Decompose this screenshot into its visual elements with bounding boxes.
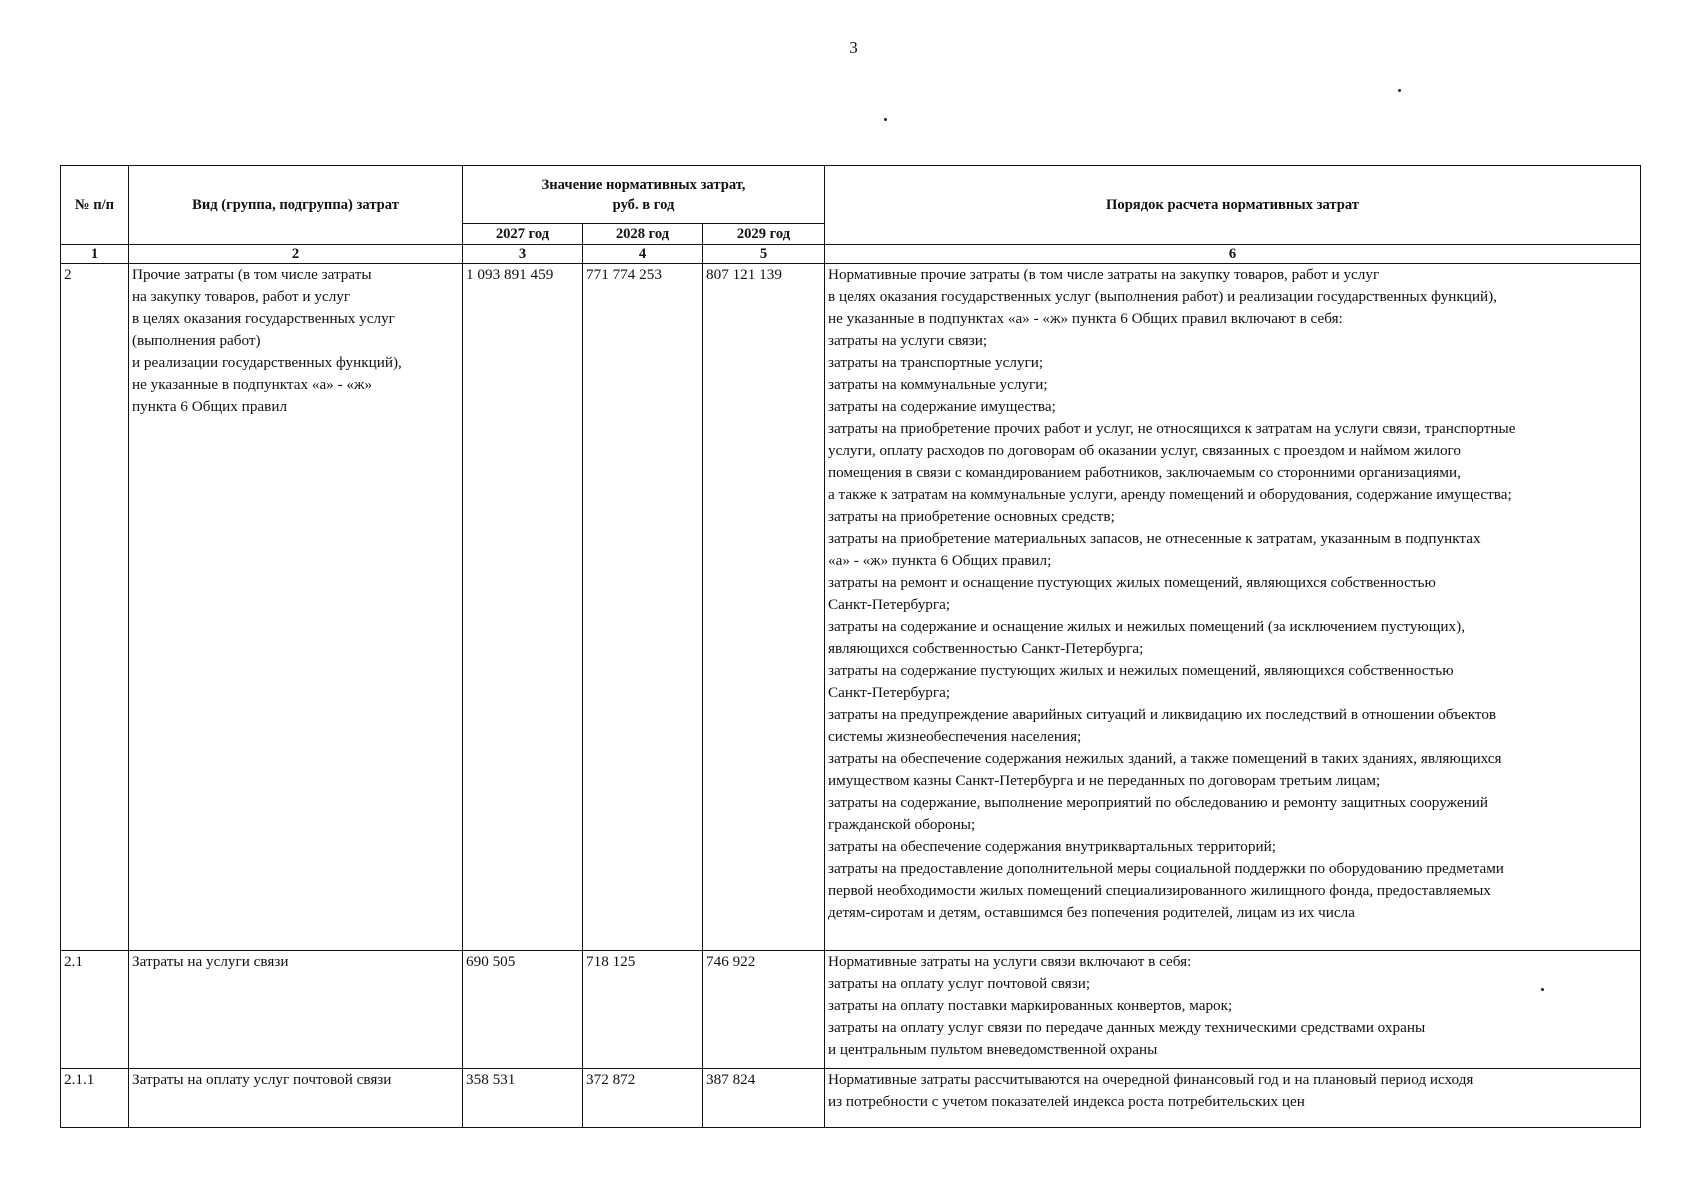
value-2029: 387 824 [703,1069,825,1128]
header-year: 2027 год [463,224,583,245]
method-line: Нормативные затраты рассчитываются на очередной финансовый год и на плановый период исходя [828,1071,1474,1088]
row-number: 2 [61,264,129,951]
method-line: затраты на оплату услуг связи по передаче данных между техническими средствами охраны [828,1019,1426,1036]
header-values-line: руб. в год [612,196,675,213]
column-number: 3 [463,245,583,264]
method-line: затраты на содержание и оснащение жилых и нежилых помещений (за исключением пустующих), [828,618,1465,635]
cost-type-line: и реализации государственных функций), [132,354,402,371]
method-line: затраты на ремонт и оснащение пустующих жилых помещений, являющихся собственностью [828,574,1436,591]
table-row [61,1069,1641,1128]
scan-speck [1398,89,1401,92]
column-number: 5 [703,245,825,264]
value-2027: 690 505 [463,951,583,1069]
method-line: из потребности с учетом показателей индекса роста потребительских цен [828,1093,1305,1110]
page-number: 3 [849,38,858,57]
cost-type-line: (выполнения работ) [132,332,261,349]
value-2027: 1 093 891 459 [463,264,583,951]
method-line: затраты на предоставление дополнительной меры социальной поддержки по оборудованию предметами [828,860,1504,877]
normative-costs-table [60,165,1641,1128]
method-line: системы жизнеобеспечения населения; [828,728,1082,745]
method-line: затраты на приобретение основных средств; [828,508,1115,525]
method-line: затраты на услуги связи; [828,332,988,349]
method-line: затраты на оплату услуг почтовой связи; [828,975,1091,992]
method-cell [825,1069,1641,1128]
cost-type-line: в целях оказания государственных услуг [132,310,395,327]
method-line: затраты на коммунальные услуги; [828,376,1048,393]
method-cell [825,264,1641,951]
value-2028: 718 125 [583,951,703,1069]
method-line: затраты на содержание, выполнение мероприятий по обследованию и ремонту защитных сооружений [828,794,1489,811]
column-number: 2 [129,245,463,264]
method-line: затраты на предупреждение аварийных ситуаций и ликвидацию их последствий в отношении объектов [828,706,1497,723]
method-line: имуществом казны Санкт-Петербурга и не переданных по договорам третьим лицам; [828,772,1381,789]
method-line: затраты на оплату поставки маркированных конвертов, марок; [828,997,1233,1014]
method-line: Нормативные прочие затраты (в том числе затраты на закупку товаров, работ и услуг [828,266,1380,283]
cost-type-line: Прочие затраты (в том числе затраты [132,266,372,283]
method-line: затраты на приобретение материальных запасов, не отнесенные к затратам, указанным в подпунктах [828,530,1481,547]
method-line: затраты на приобретение прочих работ и услуг, не относящихся к затратам на услуги связи, транспортные [828,420,1516,437]
row-number: 2.1 [61,951,129,1069]
method-line: а также к затратам на коммунальные услуги, аренду помещений и оборудования, содержание имущества; [828,486,1512,503]
method-line: не указанные в подпунктах «а» - «ж» пункта 6 Общих правил включают в себя: [828,310,1343,327]
header-values-group [463,166,825,224]
cost-type-line: пункта 6 Общих правил [132,398,288,415]
header-num: № п/п [61,166,129,245]
value-2028: 372 872 [583,1069,703,1128]
cost-type-cell [129,1069,463,1128]
cost-type-cell [129,951,463,1069]
value-2029: 807 121 139 [703,264,825,951]
method-line: детям-сиротам и детям, оставшимся без попечения родителей, лицам из их числа [828,904,1355,921]
method-line: Санкт-Петербурга; [828,684,951,701]
column-number: 4 [583,245,703,264]
cost-type-line: на закупку товаров, работ и услуг [132,288,351,305]
cost-type-line: не указанные в подпунктах «а» - «ж» [132,376,373,393]
method-line: в целях оказания государственных услуг (выполнения работ) и реализации государственных функций), [828,288,1497,305]
header-year: 2029 год [703,224,825,245]
method-line: затраты на транспортные услуги; [828,354,1044,371]
scan-speck [884,118,887,121]
method-cell [825,951,1641,1069]
value-2029: 746 922 [703,951,825,1069]
method-line: «а» - «ж» пункта 6 Общих правил; [828,552,1052,569]
cost-type-line: Затраты на услуги связи [132,953,289,970]
cost-type-line: Затраты на оплату услуг почтовой связи [132,1071,392,1088]
value-2027: 358 531 [463,1069,583,1128]
column-number: 6 [825,245,1641,264]
method-line: гражданской обороны; [828,816,976,833]
method-line: затраты на обеспечение содержания нежилых зданий, а также помещений в таких зданиях, являющихся [828,750,1502,767]
method-line: и центральным пультом вневедомственной охраны [828,1041,1158,1058]
table-row [61,951,1641,1069]
method-line: помещения в связи с командированием работников, заключаемым со сторонними организациями, [828,464,1461,481]
header-year: 2028 год [583,224,703,245]
header-values-line: Значение нормативных затрат, [541,176,746,193]
header-method: Порядок расчета нормативных затрат [825,166,1641,245]
table-row [61,264,1641,951]
method-line: услуги, оплату расходов по договорам об оказании услуг, связанных с проездом и наймом жилого [828,442,1461,459]
cost-type-cell [129,264,463,951]
method-line: являющихся собственностью Санкт-Петербурга; [828,640,1144,657]
method-line: Санкт-Петербурга; [828,596,951,613]
method-line: первой необходимости жилых помещений специализированного жилищного фонда, предоставляемых [828,882,1491,899]
method-line: Нормативные затраты на услуги связи включают в себя: [828,953,1192,970]
column-number: 1 [61,245,129,264]
row-number: 2.1.1 [61,1069,129,1128]
value-2028: 771 774 253 [583,264,703,951]
method-line: затраты на содержание имущества; [828,398,1056,415]
method-line: затраты на содержание пустующих жилых и нежилых помещений, являющихся собственностью [828,662,1454,679]
header-cost-type: Вид (группа, подгруппа) затрат [129,166,463,245]
method-line: затраты на обеспечение содержания внутриквартальных территорий; [828,838,1276,855]
